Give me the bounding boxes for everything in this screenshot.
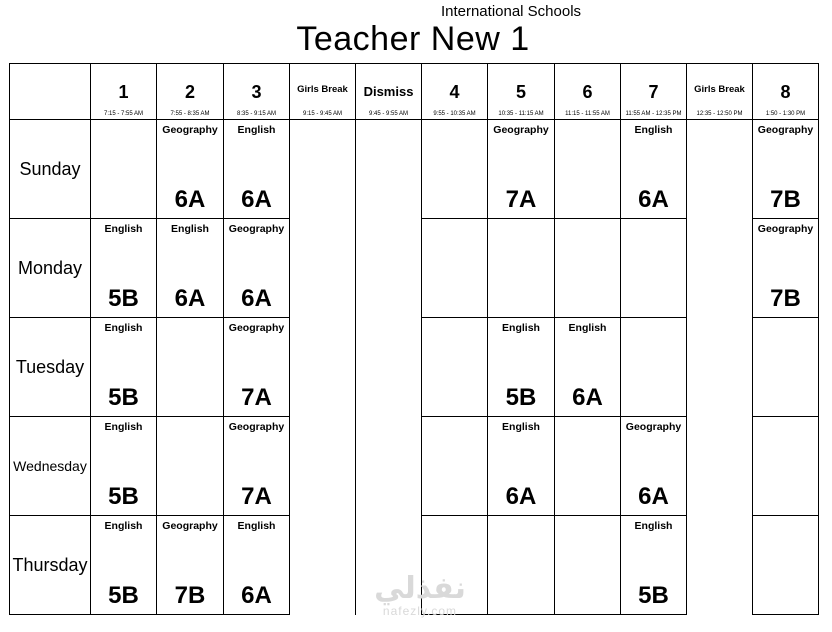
break-cell <box>687 516 753 615</box>
break-cell <box>356 120 422 219</box>
lesson-subject: English <box>104 223 143 235</box>
period-header-7 <box>488 64 555 120</box>
lesson-cell <box>157 516 224 615</box>
lesson-class: 6A <box>174 285 206 312</box>
lesson-cell <box>422 120 488 219</box>
corner-cell <box>10 64 91 120</box>
period-time: 10:35 - 11:15 AM <box>498 111 544 117</box>
period-label: 3 <box>251 82 262 102</box>
period-header-3 <box>224 64 290 120</box>
period-label: Dismiss <box>363 84 414 99</box>
period-header-8 <box>555 64 621 120</box>
lesson-cell <box>488 516 555 615</box>
lesson-class: 5B <box>638 582 669 609</box>
period-header-4 <box>290 64 356 120</box>
break-cell <box>290 318 356 417</box>
period-header-1 <box>91 64 157 120</box>
lesson-class: 6A <box>241 285 272 312</box>
break-cell <box>290 516 356 615</box>
break-cell <box>290 417 356 516</box>
day-row-monday <box>10 219 819 318</box>
lesson-subject: English <box>171 223 209 235</box>
lesson-cell <box>555 318 621 417</box>
lesson-cell <box>555 120 621 219</box>
lesson-class: 7B <box>770 285 801 312</box>
break-cell <box>687 120 753 219</box>
lesson-cell <box>621 318 687 417</box>
period-time: 11:15 - 11:55 AM <box>565 111 610 117</box>
lesson-cell <box>621 417 687 516</box>
lesson-cell <box>555 219 621 318</box>
period-time: 9:15 - 9:45 AM <box>302 111 343 117</box>
period-label: 2 <box>184 82 195 102</box>
period-label: Girls Break <box>297 84 348 95</box>
lesson-cell <box>157 417 224 516</box>
day-label: Sunday <box>10 120 91 219</box>
day-label: Thursday <box>10 516 91 615</box>
lesson-subject: Geography <box>228 322 285 334</box>
lesson-cell <box>91 318 157 417</box>
lesson-subject: Geography <box>625 421 682 433</box>
lesson-cell <box>422 219 488 318</box>
lesson-class: 5B <box>108 483 139 510</box>
lesson-subject: English <box>237 520 276 532</box>
lesson-class: 6A <box>174 186 206 213</box>
break-cell <box>687 417 753 516</box>
day-row-sunday <box>10 120 819 219</box>
day-label: Tuesday <box>10 318 91 417</box>
lesson-cell <box>91 417 157 516</box>
watermark-url: nafezly.com <box>382 604 458 618</box>
lesson-cell <box>753 120 819 219</box>
break-cell <box>687 219 753 318</box>
lesson-cell <box>91 120 157 219</box>
lesson-cell <box>422 417 488 516</box>
lesson-subject: Geography <box>228 421 285 433</box>
period-time: 9:45 - 9:55 AM <box>368 111 409 117</box>
lesson-subject: Geography <box>757 124 814 136</box>
lesson-cell <box>555 516 621 615</box>
lesson-subject: English <box>104 421 143 433</box>
lesson-class: 6A <box>638 483 669 510</box>
break-cell <box>356 417 422 516</box>
lesson-cell <box>488 318 555 417</box>
period-label: 7 <box>648 82 659 102</box>
period-time: 7:15 - 7:55 AM <box>103 111 144 117</box>
lesson-cell <box>621 219 687 318</box>
period-label: 8 <box>780 82 791 102</box>
break-cell <box>356 219 422 318</box>
lesson-subject: English <box>237 124 276 136</box>
lesson-subject: Geography <box>162 124 218 136</box>
lesson-class: 6A <box>638 186 669 213</box>
lesson-class: 5B <box>108 582 139 609</box>
period-header-11 <box>753 64 819 120</box>
lesson-class: 5B <box>108 384 139 411</box>
period-time: 1:50 - 1:30 PM <box>765 111 806 117</box>
day-row-wednesday <box>10 417 819 516</box>
break-cell <box>356 318 422 417</box>
timetable <box>9 63 819 615</box>
period-header-2 <box>157 64 224 120</box>
period-header-10 <box>687 64 753 120</box>
lesson-cell <box>224 516 290 615</box>
lesson-class: 6A <box>241 582 272 609</box>
lesson-subject: English <box>104 322 143 334</box>
lesson-cell <box>753 219 819 318</box>
lesson-cell <box>91 219 157 318</box>
lesson-cell <box>224 417 290 516</box>
day-row-tuesday <box>10 318 819 417</box>
lesson-cell <box>621 120 687 219</box>
period-label: Girls Break <box>694 84 745 95</box>
period-time: 8:35 - 9:15 AM <box>236 111 277 117</box>
watermark-logo-text: نفذلي <box>374 571 466 606</box>
lesson-cell <box>488 219 555 318</box>
lesson-cell <box>157 219 224 318</box>
lesson-subject: English <box>104 520 143 532</box>
period-header-6 <box>422 64 488 120</box>
page-title: Teacher New 1 <box>296 20 530 58</box>
period-header-9 <box>621 64 687 120</box>
lesson-class: 6A <box>505 483 537 510</box>
break-cell <box>290 219 356 318</box>
lesson-subject: Geography <box>162 520 218 532</box>
day-label: Monday <box>10 219 91 318</box>
lesson-class: 7B <box>770 186 801 213</box>
lesson-class: 5B <box>505 384 537 411</box>
lesson-class: 7B <box>174 582 206 609</box>
lesson-cell <box>488 417 555 516</box>
period-label: 6 <box>582 82 593 102</box>
lesson-cell <box>157 318 224 417</box>
lesson-cell <box>753 318 819 417</box>
lesson-cell <box>621 516 687 615</box>
lesson-subject: English <box>502 421 540 433</box>
lesson-class: 7A <box>241 384 272 411</box>
period-label: 1 <box>118 82 129 102</box>
school-name: International Schools <box>440 3 582 20</box>
lesson-class: 6A <box>241 186 272 213</box>
period-time: 12:35 - 12:50 PM <box>696 111 743 117</box>
period-time: 11:55 AM - 12:35 PM <box>625 111 682 117</box>
lesson-class: 6A <box>572 384 603 411</box>
lesson-class: 7A <box>241 483 272 510</box>
lesson-subject: English <box>568 322 607 334</box>
lesson-cell <box>224 318 290 417</box>
lesson-cell <box>488 120 555 219</box>
period-label: 4 <box>449 82 460 102</box>
lesson-cell <box>555 417 621 516</box>
period-time: 9:55 - 10:35 AM <box>433 111 476 117</box>
lesson-cell <box>224 219 290 318</box>
lesson-cell <box>157 120 224 219</box>
lesson-class: 7A <box>505 186 537 213</box>
lesson-subject: Geography <box>228 223 285 235</box>
lesson-subject: English <box>502 322 540 334</box>
lesson-class: 5B <box>108 285 139 312</box>
watermark <box>360 571 480 618</box>
lesson-subject: English <box>634 124 673 136</box>
timetable-header-row <box>10 64 819 120</box>
period-label: 5 <box>515 82 526 102</box>
break-cell <box>687 318 753 417</box>
lesson-cell <box>224 120 290 219</box>
break-cell <box>290 120 356 219</box>
day-label: Wednesday <box>10 417 91 516</box>
lesson-subject: English <box>634 520 673 532</box>
lesson-subject: Geography <box>757 223 814 235</box>
lesson-cell <box>753 516 819 615</box>
period-time: 7:55 - 8:35 AM <box>170 111 210 117</box>
lesson-cell <box>91 516 157 615</box>
lesson-subject: Geography <box>493 124 549 136</box>
lesson-cell <box>753 417 819 516</box>
lesson-cell <box>422 318 488 417</box>
period-header-5 <box>356 64 422 120</box>
